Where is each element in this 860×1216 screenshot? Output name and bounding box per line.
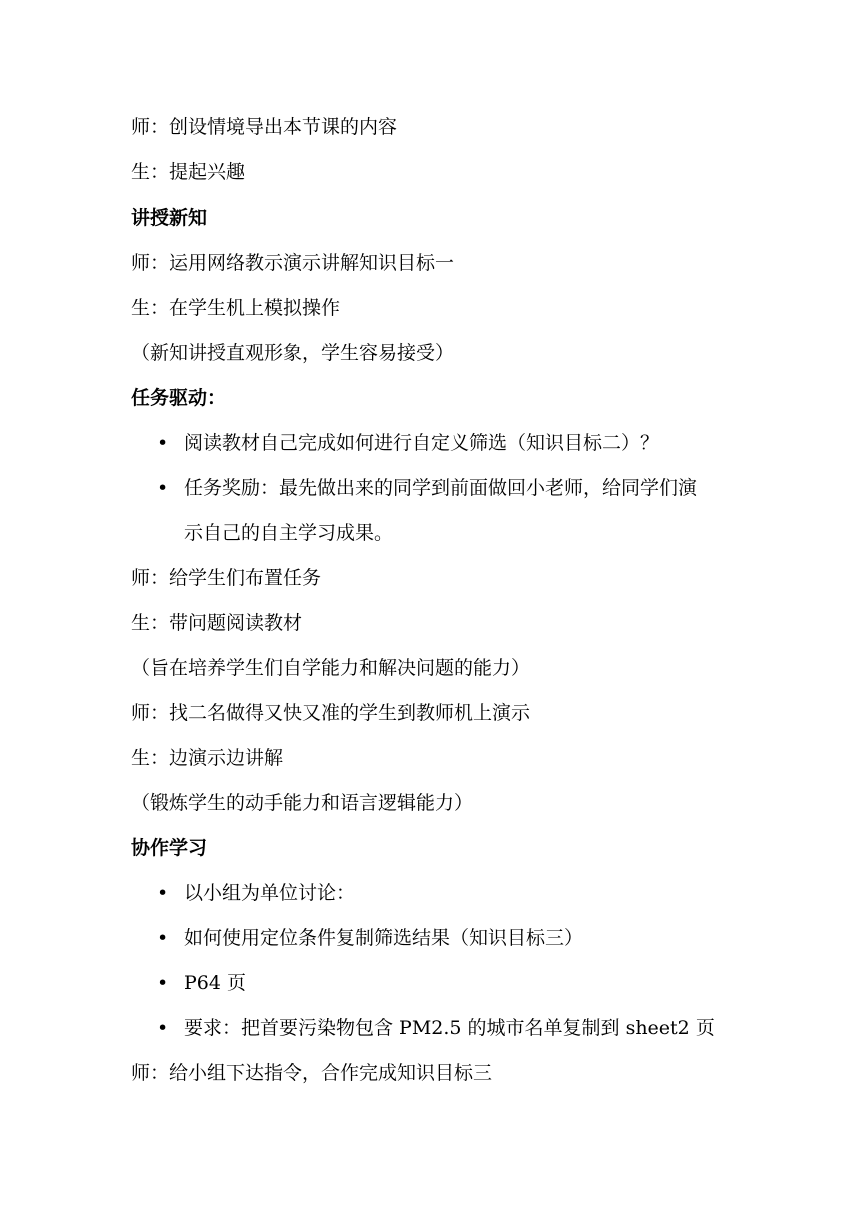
bullet-item: 阅读教材自己完成如何进行自定义筛选（知识目标二）？ (184, 432, 660, 454)
bullet-icon: • (157, 1017, 169, 1039)
bullet-icon: • (157, 927, 169, 949)
text-line: 师：找二名做得又快又准的学生到教师机上演示 (131, 702, 531, 724)
text-line: 师：运用网络教示演示讲解知识目标一 (131, 252, 455, 274)
bullet-item: 任务奖励：最先做出来的同学到前面做回小老师，给同学们演 (184, 477, 698, 499)
bullet-icon: • (157, 882, 169, 904)
bullet-icon: • (157, 432, 169, 454)
text-line: 师：给小组下达指令，合作完成知识目标三 (131, 1062, 493, 1084)
text-note: （旨在培养学生们自学能力和解决问题的能力） (131, 657, 531, 679)
text-line: 师：给学生们布置任务 (131, 567, 322, 589)
text-line: 生：提起兴趣 (131, 161, 246, 183)
bullet-icon: • (157, 972, 169, 994)
text-line: 生：带问题阅读教材 (131, 612, 303, 634)
section-heading: 任务驱动： (131, 387, 227, 409)
bullet-item: P64 页 (184, 972, 247, 994)
text-note: （锻炼学生的动手能力和语言逻辑能力） (131, 792, 474, 814)
text-line: 生：边演示边讲解 (131, 747, 284, 769)
bullet-item: 以小组为单位讨论： (184, 882, 356, 904)
text-line: 生：在学生机上模拟操作 (131, 297, 341, 319)
section-heading: 讲授新知 (131, 207, 208, 229)
bullet-item: 如何使用定位条件复制筛选结果（知识目标三） (184, 927, 584, 949)
bullet-item: 要求：把首要污染物包含 PM2.5 的城市名单复制到 sheet2 页 (184, 1017, 715, 1039)
section-heading: 协作学习 (131, 837, 208, 859)
bullet-item-continuation: 示自己的自主学习成果。 (184, 522, 394, 544)
bullet-icon: • (157, 477, 169, 499)
text-line: 师：创设情境导出本节课的内容 (131, 116, 398, 138)
text-note: （新知讲授直观形象，学生容易接受） (131, 342, 455, 364)
